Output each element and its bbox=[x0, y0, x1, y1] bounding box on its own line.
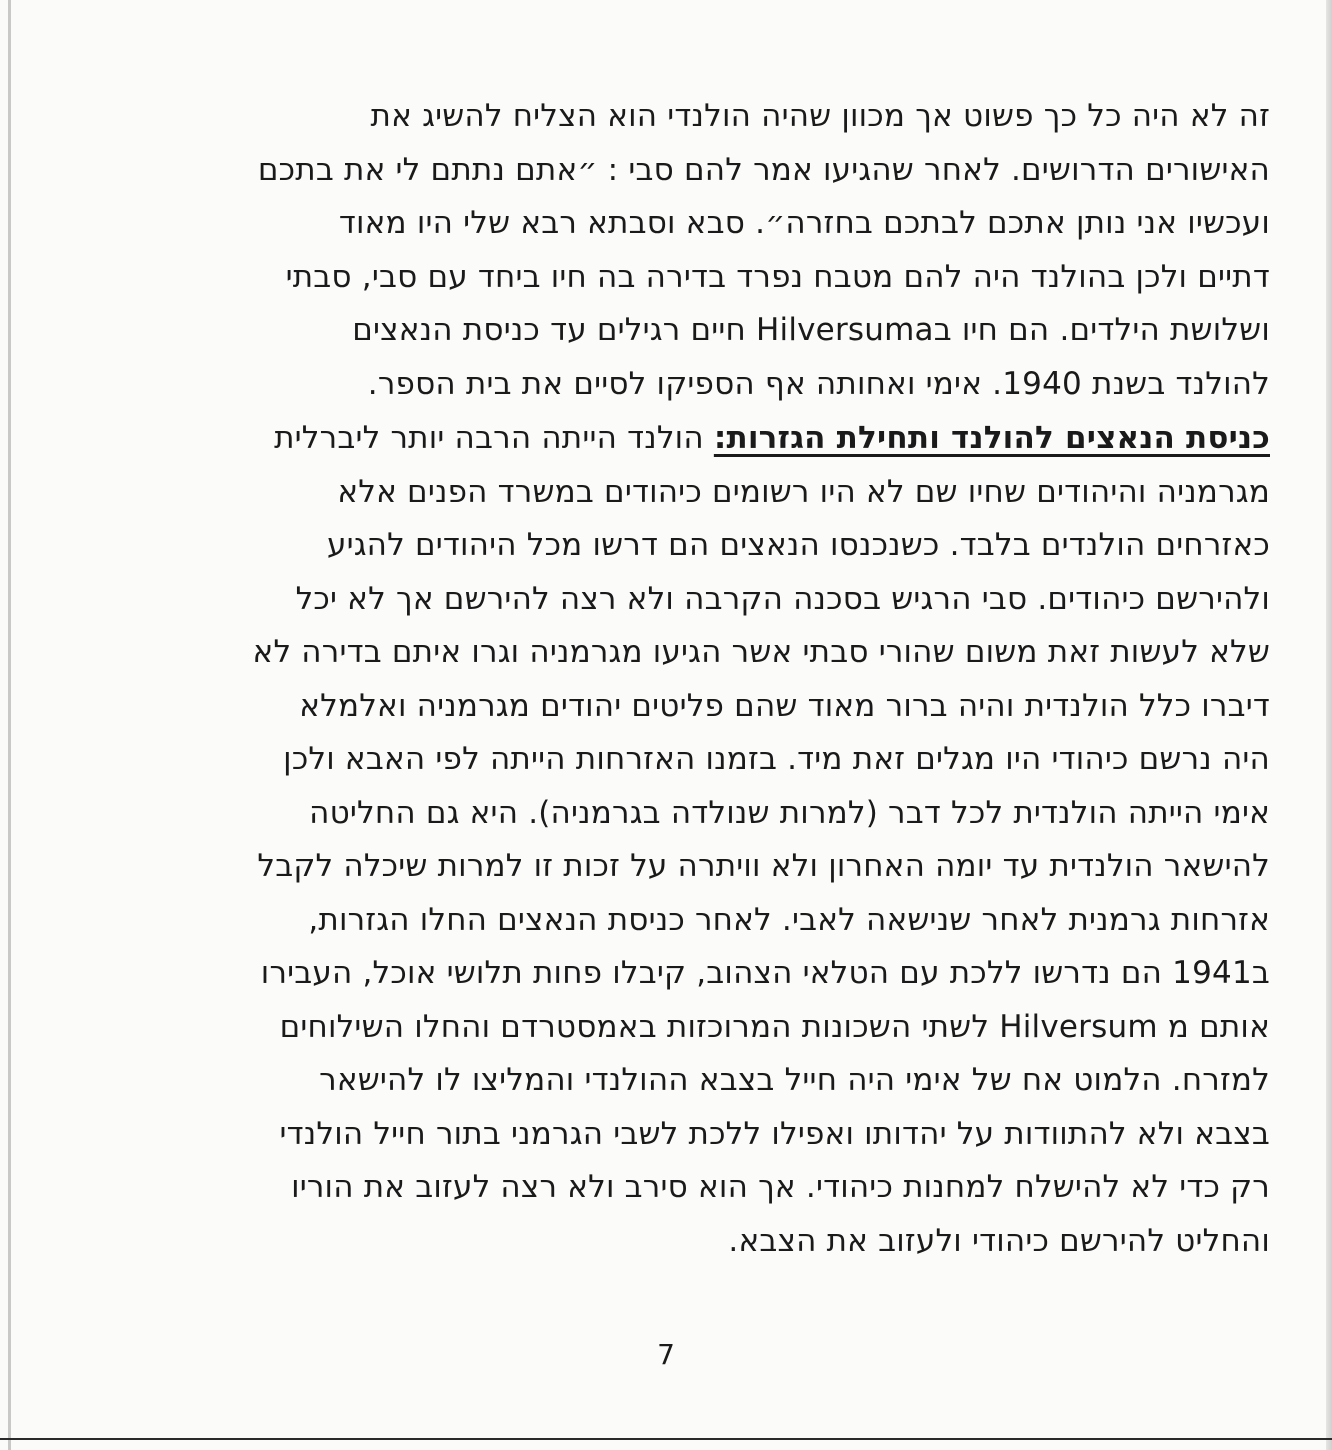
page-edge-left bbox=[8, 0, 11, 1450]
text-line: דתיים ולכן בהולנד היה להם מטבח נפרד בדירה בה חיו ביחד עם סבי, סבתי bbox=[285, 258, 1270, 295]
text-line: זה לא היה כל כך פשוט אך מכוון שהיה הולנדי הוא הצליח להשיג את bbox=[370, 98, 1270, 134]
section-heading: כניסת הנאצים להולנד ותחילת הגזרות: bbox=[713, 420, 1270, 456]
text-line: רק כדי לא להישלח למחנות כיהודי. אך הוא סירב ולא רצה לעזוב את הוריו bbox=[291, 1169, 1270, 1205]
first-line-rest: הולנד הייתה הרבה יותר ליברלית bbox=[274, 420, 714, 456]
first-line bbox=[160, 412, 1270, 466]
text-line: היה נרשם כיהודי היו מגלים זאת מיד. בזמנו האזרחות הייתה לפי האבא ולכן bbox=[283, 741, 1270, 777]
page-edge-right bbox=[1326, 0, 1332, 1450]
text-line: שלא לעשות זאת משום שהורי סבתי אשר הגיעו מגרמניה וגרו איתם בדירה לא bbox=[252, 634, 1270, 670]
text-line: ולהירשם כיהודים. סבי הרגיש בסכנה הקרבה ולא רצה להירשם אך לא יכל bbox=[295, 580, 1270, 617]
text-line: להישאר הולנדית עד יומה האחרון ולא וויתרה על זכות זו למרות שיכלה לקבל bbox=[257, 848, 1270, 884]
paragraph-1 bbox=[160, 90, 1270, 411]
text-line: והחליט להירשם כיהודי ולעזוב את הצבא. bbox=[728, 1222, 1270, 1259]
page-edge-bottom bbox=[0, 1438, 1332, 1440]
text-line: אימי הייתה הולנדית לכל דבר (למרות שנולדה בגרמניה). היא גם החליטה bbox=[309, 794, 1270, 831]
text-line: ועכשיו אני נותן אתכם לבתכם בחזרה״. סבא וסבתא רבא שלי היו מאוד bbox=[338, 205, 1270, 241]
text-line: כאזרחים הולנדים בלבד. כשנכנסו הנאצים הם דרשו מכל היהודים להגיע bbox=[326, 527, 1270, 563]
text-line: ושלושת הילדים. הם חיו בHilversuma חיים רגילים עד כניסת הנאצים bbox=[352, 312, 1270, 348]
text-line: דיברו כלל הולנדית והיה ברור מאוד שהם פליטים יהודים מגרמניה ואלמלא bbox=[299, 687, 1270, 724]
text-line: למזרח. הלמוט אח של אימי היה חייל בצבא ההולנדי והמליצו לו להישאר bbox=[319, 1062, 1270, 1098]
text-line: בצבא ולא להתוודות על יהדותו ואפילו ללכת לשבי הגרמני בתור חייל הולנדי bbox=[279, 1115, 1270, 1152]
text-line: האישורים הדרושים. לאחר שהגיעו אמר להם סבי : ״אתם נתתם לי את בתכם bbox=[257, 151, 1270, 188]
page-number: 7 bbox=[657, 1338, 675, 1371]
paragraph-2 bbox=[160, 412, 1270, 1268]
text-line: אותם מ Hilversum לשתי השכונות המרוכזות באמסטרדם והחלו השילוחים bbox=[279, 1008, 1270, 1045]
text-line: להולנד בשנת 1940. אימי ואחותה אף הספיקו לסיים את בית הספר. bbox=[367, 365, 1270, 402]
text-line: מגרמניה והיהודים שחיו שם לא היו רשומים כיהודים במשרד הפנים אלא bbox=[337, 473, 1270, 510]
text-line: ב1941 הם נדרשו ללכת עם הטלאי הצהוב, קיבלו פחות תלושי אוכל, העבירו bbox=[260, 955, 1270, 991]
text-line: אזרחות גרמנית לאחר שנישאה לאבי. לאחר כניסת הנאצים החלו הגזרות, bbox=[308, 901, 1270, 938]
